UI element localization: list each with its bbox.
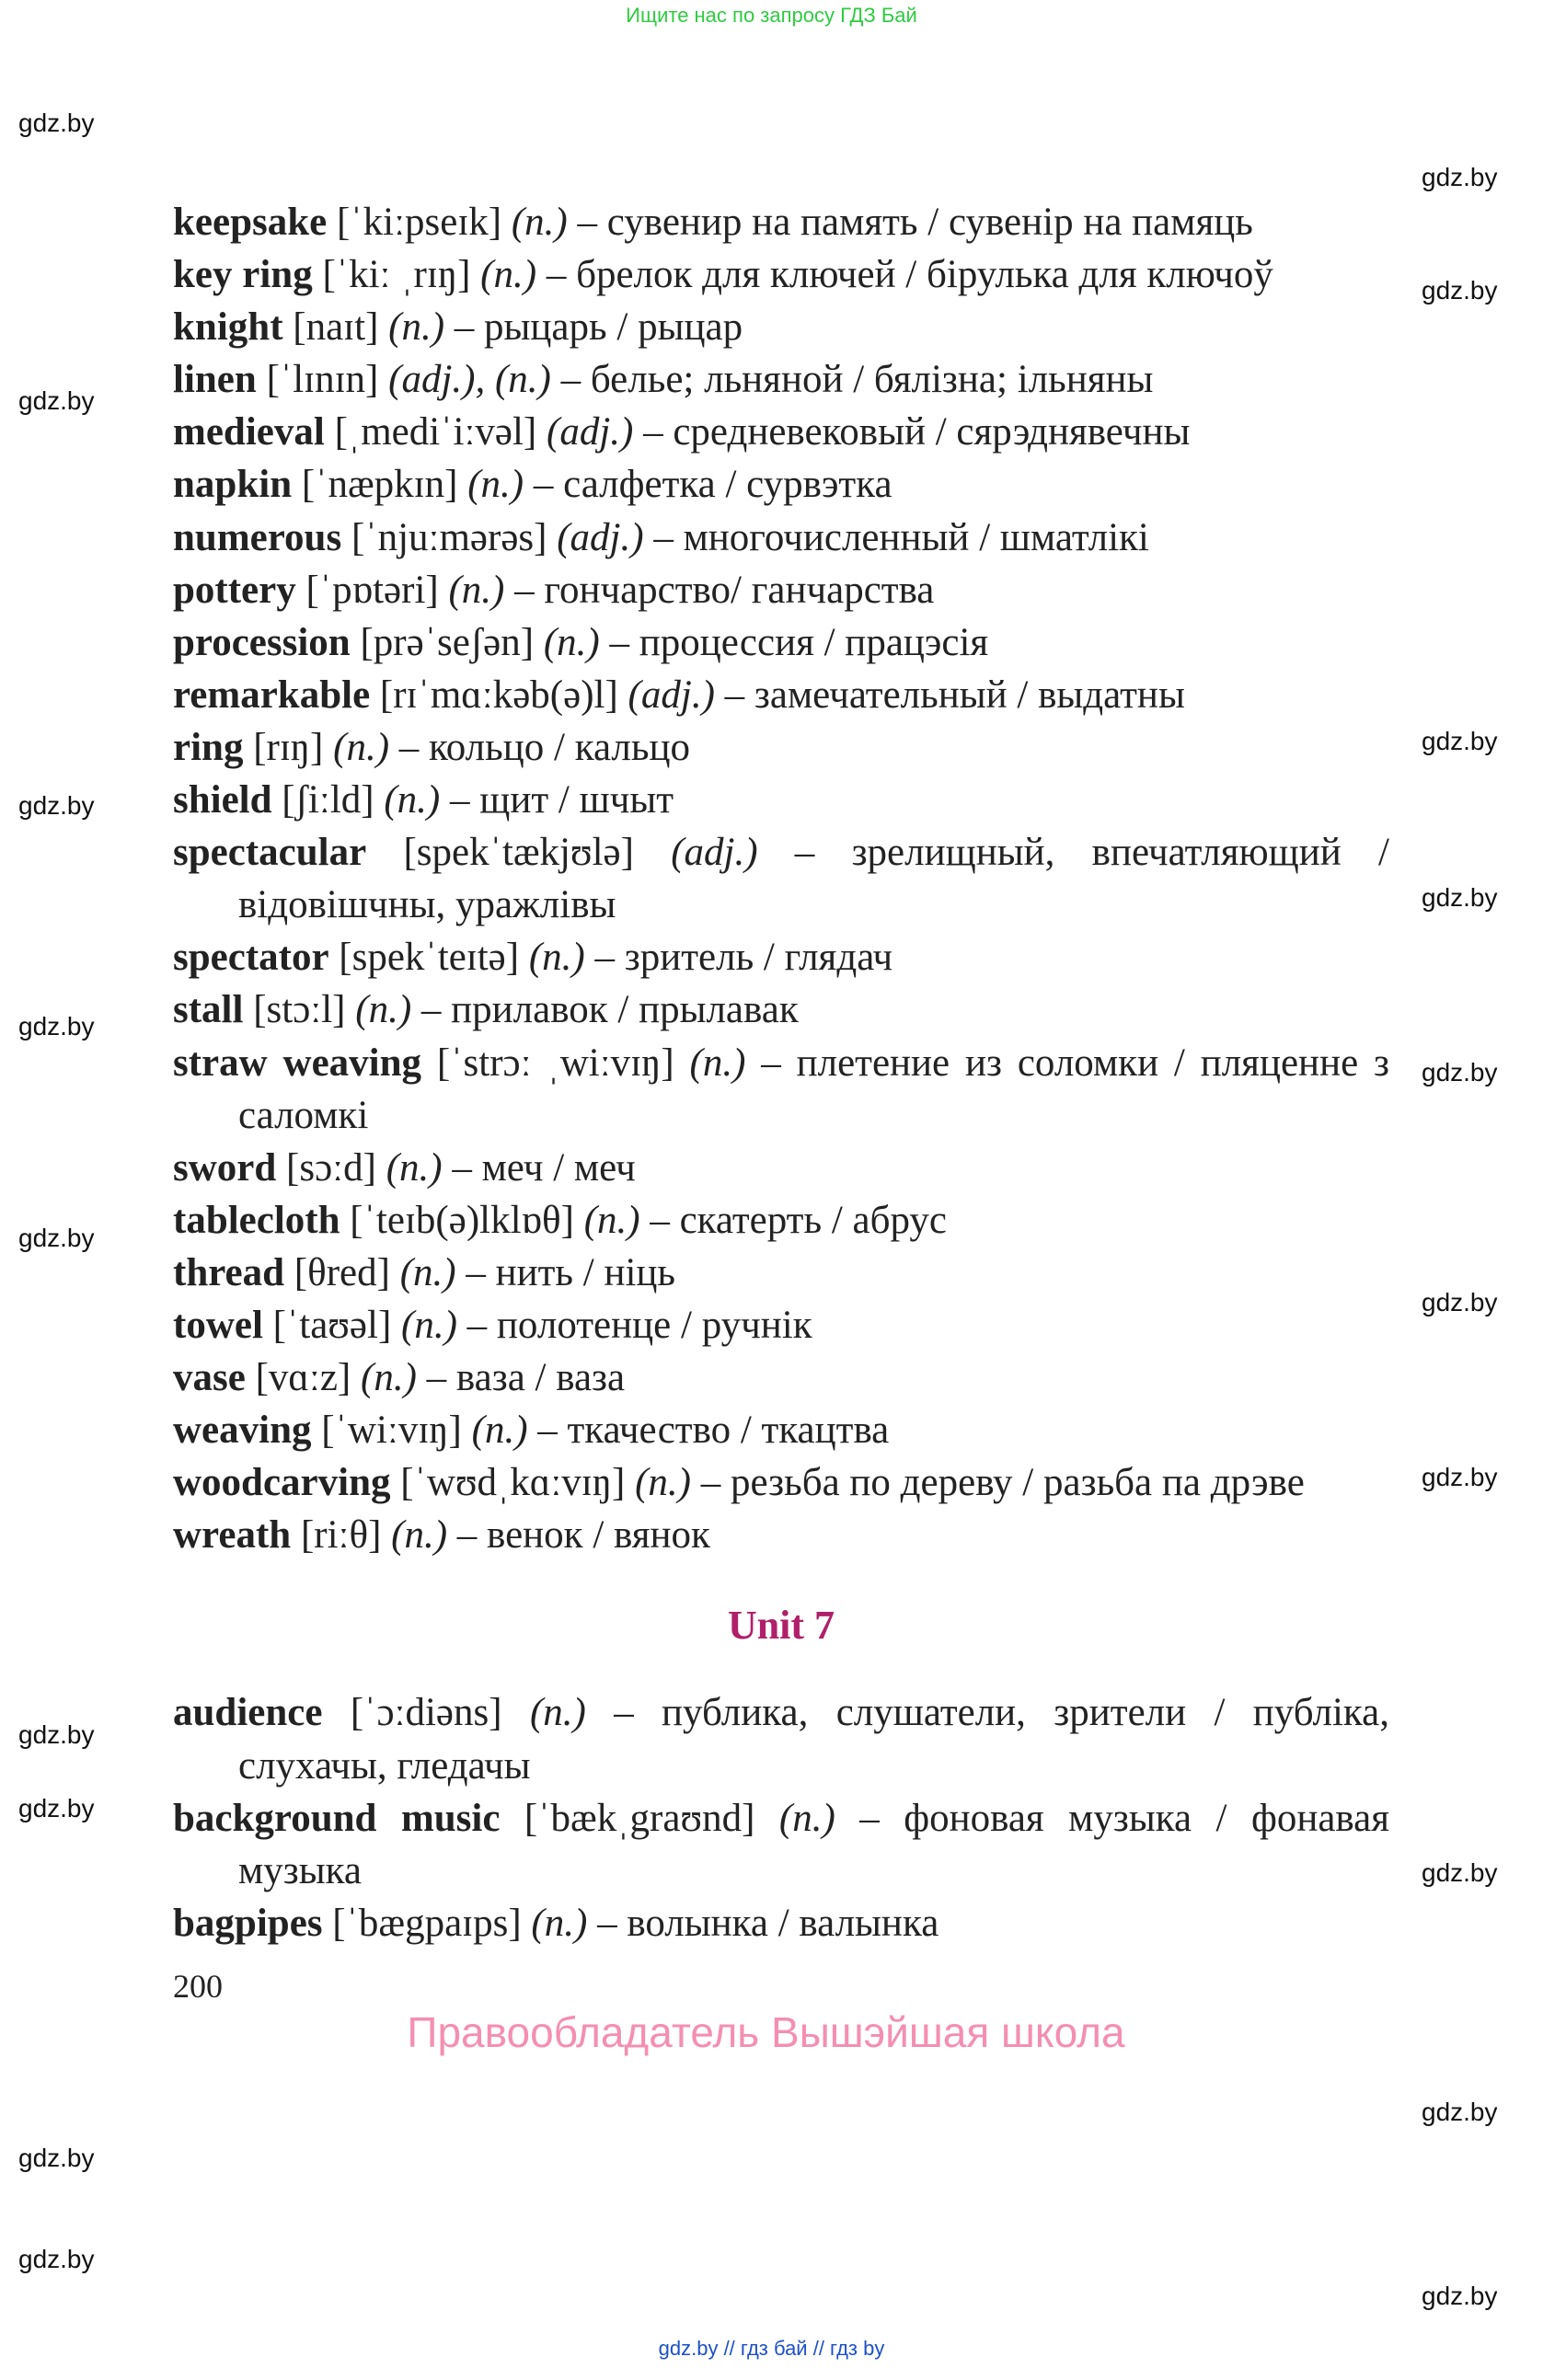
part-of-speech: (n.) (583, 1198, 640, 1242)
translation: – публика, слушатели, зрители / публіка, слухачы, гледачы (238, 1691, 1390, 1788)
header-search-note: Ищите нас по запросу ГДЗ Бай (626, 4, 917, 27)
translation: – кольцо / кальцо (398, 725, 690, 769)
vocabulary-entry (173, 669, 1389, 721)
vocabulary-entry (173, 1792, 1389, 1897)
pronunciation: [rɪŋ] (253, 725, 324, 769)
part-of-speech: (n.) (689, 1041, 746, 1085)
vocabulary-entry (173, 353, 1389, 406)
headword: medieval (173, 410, 325, 454)
translation: – замечательный / выдатны (724, 673, 1185, 717)
translation: – рыцарь / рыцар (454, 305, 743, 350)
pronunciation: [ˈteɪb(ə)lklɒθ] (350, 1198, 574, 1242)
headword: pottery (173, 568, 296, 612)
part-of-speech: (n.) (448, 568, 505, 612)
headword: procession (173, 620, 351, 664)
pronunciation: [naɪt] (293, 305, 379, 350)
headword: napkin (173, 463, 293, 507)
watermark: gdz.by (18, 791, 95, 820)
translation: – зритель / глядач (594, 936, 893, 980)
pronunciation: [riːθ] (300, 1513, 382, 1558)
watermark: gdz.by (1422, 727, 1498, 755)
pronunciation: [ˈlɪnɪn] (266, 358, 379, 402)
headword: vase (173, 1356, 246, 1400)
translation: – брелок для ключей / бірулька для ключоў (546, 253, 1273, 297)
watermark: gdz.by (18, 1720, 95, 1749)
pronunciation: [ˈpɒtəri] (305, 568, 439, 612)
translation: – многочисленный / шматлікі (653, 515, 1149, 559)
part-of-speech: (n.) (635, 1461, 691, 1505)
watermark: gdz.by (1422, 883, 1498, 912)
pronunciation: [ˈkiːpseɪk] (336, 201, 502, 244)
vocabulary-entry (173, 301, 1389, 353)
headword: bagpipes (173, 1901, 323, 1945)
translation: – фоновая музыка / фонавая музыка (238, 1796, 1390, 1892)
vocabulary-entry (173, 458, 1389, 511)
part-of-speech: (n.) (471, 1408, 528, 1453)
vocabulary-entry (173, 931, 1389, 983)
footer-links[interactable]: gdz.by // гдз бай // гдз by (658, 2337, 885, 2360)
headword: audience (173, 1691, 323, 1735)
pronunciation: [ˈwiːvɪŋ] (321, 1408, 462, 1453)
translation: – венок / вянок (456, 1513, 710, 1558)
watermark: gdz.by (18, 2144, 95, 2172)
headword: keepsake (173, 201, 328, 244)
pronunciation: [stɔːl] (253, 988, 346, 1032)
part-of-speech: (n.) (355, 988, 412, 1032)
part-of-speech: (n.) (399, 1250, 456, 1294)
vocabulary-list-unit-7 (173, 1686, 1389, 1949)
watermark: gdz.by (18, 2245, 95, 2273)
vocabulary-entry (173, 1351, 1389, 1404)
watermark: gdz.by (18, 1794, 95, 1822)
part-of-speech: (n.) (531, 1901, 588, 1945)
translation: – скатерть / абрус (650, 1198, 948, 1242)
vocabulary-entry (173, 1299, 1389, 1351)
unit-heading: Unit 7 (727, 1603, 835, 1649)
headword: spectator (173, 936, 329, 980)
vocabulary-entry (173, 1247, 1389, 1299)
headword: weaving (173, 1408, 312, 1453)
translation: – меч / меч (452, 1145, 636, 1190)
vocabulary-entry (173, 1686, 1389, 1791)
headword: remarkable (173, 673, 371, 717)
translation: – ваза / ваза (426, 1356, 626, 1400)
vocabulary-entry (173, 1509, 1389, 1561)
pronunciation: [ˈbækˌgraʊnd] (524, 1796, 755, 1840)
vocabulary-entry (173, 196, 1389, 248)
translation: – щит / шчыт (450, 778, 674, 822)
translation: – средневековый / сярэднявечны (643, 410, 1191, 454)
headword: linen (173, 358, 257, 402)
headword: background music (173, 1796, 501, 1840)
watermark: gdz.by (18, 386, 95, 415)
pronunciation: [ˈtaʊəl] (272, 1303, 392, 1347)
headword: wreath (173, 1513, 292, 1558)
watermark: gdz.by (18, 109, 95, 137)
watermark: gdz.by (1422, 276, 1498, 305)
translation: – волынка / валынка (597, 1901, 939, 1945)
part-of-speech: (adj.) (557, 515, 644, 559)
vocabulary-entry (173, 1897, 1389, 1949)
part-of-speech: (adj.) (628, 673, 715, 717)
pronunciation: [rɪˈmɑːkəb(ə)l] (379, 673, 618, 717)
pronunciation: [spekˈteɪtə] (339, 936, 520, 980)
translation: – процессия / працэсія (609, 620, 989, 664)
pronunciation: [vɑːz] (255, 1356, 351, 1400)
watermark: gdz.by (1422, 1858, 1498, 1887)
translation: – ткачество / ткацтва (537, 1408, 890, 1453)
part-of-speech: (n.) (361, 1356, 417, 1400)
part-of-speech: (n.) (401, 1303, 457, 1347)
vocabulary-entry (173, 983, 1389, 1036)
pronunciation: [ˈbægpaɪps] (332, 1901, 522, 1945)
vocabulary-entry (173, 1142, 1389, 1194)
translation: – прилавок / прылавак (420, 988, 799, 1032)
headword: spectacular (173, 831, 367, 875)
translation: – зрелищный, впечатляющий / відовішчны, уражлівы (238, 831, 1389, 927)
translation: – резьба по дереву / разьба па дрэве (700, 1461, 1305, 1505)
headword: straw weaving (173, 1041, 422, 1085)
pronunciation: [θred] (294, 1250, 390, 1294)
part-of-speech: (adj.) (547, 410, 634, 454)
copyright-notice: Правообладатель Вышэйшая школа (407, 2007, 1125, 2056)
pronunciation: [ʃiːld] (282, 778, 374, 822)
pronunciation: [ˈstrɔː ˌwiːvɪŋ] (436, 1041, 674, 1085)
vocabulary-entry (173, 616, 1389, 669)
part-of-speech: (n.) (543, 620, 600, 664)
headword: woodcarving (173, 1461, 391, 1505)
part-of-speech: (n.) (480, 253, 537, 297)
part-of-speech: (n.) (778, 1796, 835, 1840)
pronunciation: [ˌmediˈiːvəl] (334, 410, 537, 454)
watermark: gdz.by (1422, 1288, 1498, 1316)
translation: – гончарство/ ганчарства (514, 568, 935, 612)
vocabulary-entry (173, 512, 1389, 564)
page-number: 200 (173, 1967, 223, 2005)
headword: sword (173, 1145, 277, 1190)
pronunciation: [spekˈtækjʊlə] (403, 831, 634, 875)
vocabulary-entry (173, 774, 1389, 826)
headword: stall (173, 988, 244, 1032)
pronunciation: [ˈnæpkɪn] (301, 463, 458, 507)
headword: thread (173, 1250, 285, 1294)
headword: numerous (173, 515, 342, 559)
headword: shield (173, 778, 272, 822)
headword: tablecloth (173, 1198, 340, 1242)
part-of-speech: (n.) (391, 1513, 448, 1558)
pronunciation: [ˈwʊdˌkɑːvɪŋ] (400, 1461, 626, 1505)
page-content (173, 196, 1389, 2058)
watermark: gdz.by (1422, 1058, 1498, 1087)
vocabulary-entry (173, 564, 1389, 616)
headword: knight (173, 305, 283, 350)
pronunciation: [sɔːd] (286, 1145, 376, 1190)
translation: – сувенир на память / сувенір на памяць (577, 201, 1253, 244)
part-of-speech: (n.) (528, 936, 585, 980)
part-of-speech: (n.) (511, 201, 568, 244)
headword: ring (173, 725, 244, 769)
translation: – белье; льняной / бялізна; ільняны (560, 358, 1154, 402)
vocabulary-entry (173, 1194, 1389, 1247)
translation: – плетение из соломки / пляценне з саломкі (238, 1041, 1389, 1137)
part-of-speech: (n.) (467, 463, 524, 507)
translation: – нить / ніць (466, 1250, 676, 1294)
vocabulary-entry (173, 721, 1389, 774)
part-of-speech: (n.) (529, 1691, 586, 1735)
pronunciation: [prəˈseʃən] (360, 620, 535, 664)
pronunciation: [ˈkiː ˌrɪŋ] (322, 253, 471, 297)
watermark: gdz.by (1422, 1463, 1498, 1491)
translation: – полотенце / ручнік (466, 1303, 812, 1347)
vocabulary-entry (173, 406, 1389, 458)
vocabulary-entry (173, 1456, 1389, 1509)
part-of-speech: (n.) (388, 305, 445, 350)
part-of-speech: (adj.), (n.) (388, 358, 551, 402)
vocabulary-entry (173, 1404, 1389, 1456)
vocabulary-entry (173, 1037, 1389, 1142)
watermark: gdz.by (1422, 163, 1498, 191)
pronunciation: [ˈnjuːmərəs] (351, 515, 547, 559)
pronunciation: [ˈɔːdiəns] (350, 1691, 502, 1735)
vocabulary-entry (173, 248, 1389, 301)
headword: key ring (173, 253, 313, 297)
watermark: gdz.by (1422, 2098, 1498, 2126)
watermark: gdz.by (18, 1012, 95, 1041)
part-of-speech: (n.) (333, 725, 390, 769)
part-of-speech: (n.) (384, 778, 441, 822)
part-of-speech: (adj.) (671, 831, 758, 875)
vocabulary-list-unit-6 (173, 196, 1389, 1561)
headword: towel (173, 1303, 263, 1347)
vocabulary-entry (173, 826, 1389, 931)
watermark: gdz.by (18, 1224, 95, 1252)
part-of-speech: (n.) (386, 1145, 443, 1190)
translation: – салфетка / сурвэтка (533, 463, 892, 507)
watermark: gdz.by (1422, 2282, 1498, 2310)
